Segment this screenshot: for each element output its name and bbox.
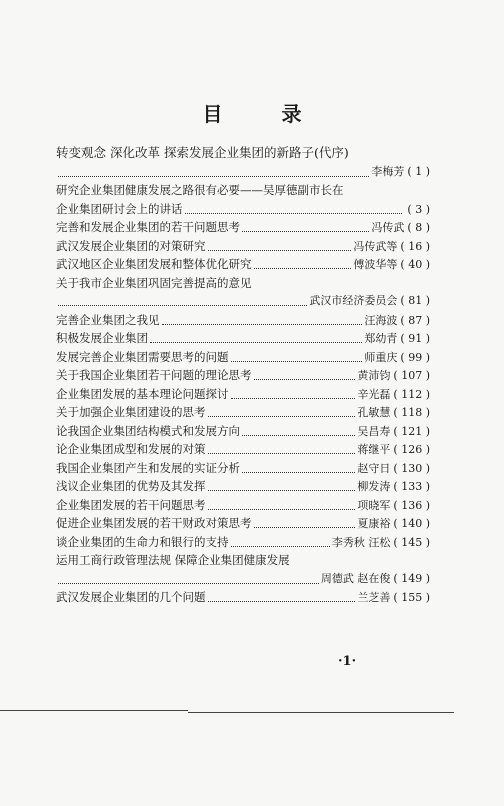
page-number: ·1· <box>338 654 357 669</box>
entry-title: 论我国企业集团结构模式和发展方向 <box>56 423 240 438</box>
toc-entry-continuation <box>56 200 430 219</box>
toc-entry <box>56 348 430 367</box>
dot-leader <box>254 518 356 528</box>
dot-leader <box>231 389 356 399</box>
dot-leader <box>231 537 330 547</box>
toc-entry <box>56 311 430 330</box>
dot-leader <box>58 296 307 306</box>
entry-page: ( 118 ) <box>393 406 430 419</box>
entry-title: 企业集团发展的若干问题思考 <box>56 497 206 512</box>
entry-author: 吴昌寿 <box>357 424 391 438</box>
toc-entry <box>56 366 430 385</box>
entry-title: 关于我国企业集团若干问题的理论思考 <box>56 368 252 382</box>
toc-entry <box>56 255 430 274</box>
entry-author: 李梅芳 <box>371 164 405 178</box>
entry-page: ( 107 ) <box>393 369 430 382</box>
entry-author: 傅波华等 <box>353 258 398 271</box>
dot-leader <box>58 574 319 584</box>
dot-leader <box>208 481 356 491</box>
table-of-contents <box>56 144 430 607</box>
entry-author: 柳发涛 <box>357 480 391 493</box>
entry-page: ( 126 ) <box>393 443 430 456</box>
toc-entry <box>56 422 430 441</box>
toc-entry-continuation <box>56 163 430 182</box>
entry-author: 周德武 赵在俊 <box>320 571 391 585</box>
entry-page: ( 140 ) <box>393 517 430 530</box>
toc-entry <box>56 385 430 404</box>
entry-author: 汪海波 <box>364 313 398 327</box>
entry-title: 论企业集团成型和发展的对策 <box>56 442 206 456</box>
toc-entry <box>56 477 430 496</box>
toc-entry <box>56 588 430 607</box>
dot-leader <box>162 315 363 325</box>
entry-title: 关于我市企业集团巩固完善提高的意见 <box>56 275 252 290</box>
scan-edge-line <box>188 712 454 713</box>
entry-title: 企业集团研讨会上的讲话 <box>56 201 183 216</box>
dot-leader <box>208 444 356 454</box>
toc-entry <box>56 496 430 515</box>
entry-page: ( 91 ) <box>400 332 430 345</box>
entry-page: ( 145 ) <box>393 535 430 549</box>
entry-page: ( 121 ) <box>393 424 430 438</box>
dot-leader <box>150 333 362 343</box>
toc-entry <box>56 218 430 237</box>
entry-author: 蒋继平 <box>357 443 391 456</box>
entry-title: 企业集团发展的基本理论问题探讨 <box>56 386 229 401</box>
dot-leader <box>58 167 369 177</box>
entry-author: 黄沛钧 <box>357 369 391 382</box>
toc-entry <box>56 274 430 293</box>
toc-entry <box>56 551 430 570</box>
entry-author: 郑幼青 <box>364 332 398 345</box>
entry-page: ( 16 ) <box>400 239 430 253</box>
entry-title: 武汉发展企业集团的对策研究 <box>56 238 206 253</box>
dot-leader <box>208 241 352 251</box>
toc-entry-continuation <box>56 292 430 311</box>
dot-leader <box>185 204 403 214</box>
entry-title: 研究企业集团健康发展之路很有必要——吴厚德副市长在 <box>56 183 344 197</box>
entry-title: 武汉地区企业集团发展和整体优化研究 <box>56 257 252 271</box>
entry-page: ( 155 ) <box>393 591 430 604</box>
entry-author: 项晓军 <box>357 498 391 512</box>
entry-author: 夏康裕 <box>357 517 391 530</box>
toc-entry <box>56 403 430 422</box>
entry-page: ( 87 ) <box>400 313 430 327</box>
dot-leader <box>208 407 356 417</box>
toc-entry <box>56 181 430 200</box>
toc-entry <box>56 459 430 478</box>
toc-entry <box>56 533 430 552</box>
entry-title: 积极发展企业集团 <box>56 331 148 345</box>
entry-page: ( 149 ) <box>393 571 430 585</box>
dot-leader <box>254 370 356 380</box>
dot-leader <box>231 352 363 362</box>
entry-title: 发展完善企业集团需要思考的问题 <box>56 349 229 364</box>
entry-page: ( 130 ) <box>393 461 430 475</box>
dot-leader <box>208 500 356 510</box>
dot-leader <box>254 259 352 269</box>
entry-title: 浅议企业集团的优势及其发挥 <box>56 479 206 493</box>
entry-title: 促进企业集团发展的若干财政对策思考 <box>56 516 252 530</box>
entry-page: ( 81 ) <box>400 294 430 307</box>
toc-entry <box>56 514 430 533</box>
entry-author: 师重庆 <box>364 350 398 364</box>
dot-leader <box>242 463 355 473</box>
entry-page: ( 40 ) <box>400 258 430 271</box>
entry-title: 关于加强企业集团建设的思考 <box>56 405 206 419</box>
entry-page: ( 1 ) <box>407 164 430 178</box>
entry-title: 运用工商行政管理法规 保障企业集团健康发展 <box>56 553 290 567</box>
dot-leader <box>242 222 369 232</box>
entry-title: 我国企业集团产生和发展的实证分析 <box>56 460 240 475</box>
page-title: 目 录 <box>202 102 328 126</box>
dot-leader <box>208 592 356 602</box>
entry-page: ( 112 ) <box>393 387 430 401</box>
entry-page: ( 3 ) <box>407 202 430 216</box>
entry-author: 赵守日 <box>357 461 391 475</box>
toc-entry <box>56 329 430 348</box>
entry-author: 武汉市经济委员会 <box>309 294 398 307</box>
entry-author: 辛光磊 <box>357 387 391 401</box>
entry-page: ( 8 ) <box>407 221 430 234</box>
entry-title: 武汉发展企业集团的几个问题 <box>56 590 206 604</box>
toc-entry <box>56 144 430 163</box>
toc-entry <box>56 237 430 256</box>
entry-title: 谈企业集团的生命力和银行的支持 <box>56 534 229 549</box>
scan-edge-line <box>0 710 188 711</box>
dot-leader <box>242 426 355 436</box>
entry-page: ( 99 ) <box>400 350 430 364</box>
entry-page: ( 133 ) <box>393 480 430 493</box>
entry-title: 转变观念 深化改革 探索发展企业集团的新路子(代序) <box>56 145 349 160</box>
entry-author: 孔敏慧 <box>357 406 391 419</box>
entry-author: 冯传武 <box>371 221 405 234</box>
entry-page: ( 136 ) <box>393 498 430 512</box>
entry-author: 兰芝善 <box>357 591 391 604</box>
entry-title: 完善企业集团之我见 <box>56 312 160 327</box>
entry-author: 冯传武等 <box>353 239 398 253</box>
entry-title: 完善和发展企业集团的若干问题思考 <box>56 220 240 234</box>
entry-author: 李秀秋 汪松 <box>331 535 391 549</box>
toc-entry <box>56 440 430 459</box>
toc-entry-continuation <box>56 570 430 589</box>
